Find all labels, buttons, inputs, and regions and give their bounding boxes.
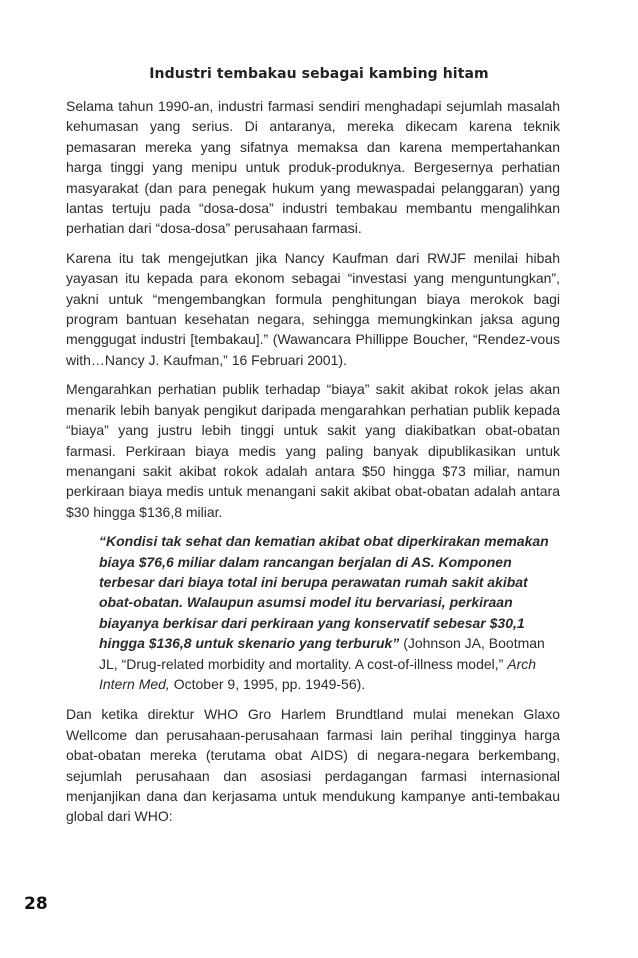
quote-journal: Arch Intern Med, [99, 655, 537, 692]
quote-emphasis: “Kondisi tak sehat dan kematian akibat obat diperkirakan memakan biaya $76,6 miliar dalam rancangan berjalan di AS. Komponen terbesar dari biaya total ini berupa perawatan rumah sakit akibat obat-obatan. Walaupun asumsi model itu bervariasi, perkiraan biayanya berkisar dari perkiraan yang konservatif sebesar $30,1 hingga $136,8 untuk skenario yang terburuk” [99, 533, 549, 652]
paragraph-4: Dan ketika direktur WHO Gro Harlem Brundtland mulai menekan Glaxo Wellcome dan perusahaan-perusahaan farmasi lain perihal tingginya harga obat-obatan mereka (terutama obat AIDS) di negara-negara berkembang, sejumlah perusahaan dan asosiasi perdagangan farmasi internasional menjanjikan dana dan kerjasama untuk mendukung kampanye anti-tembakau global dari WHO: [66, 706, 560, 825]
body-text [66, 96, 560, 836]
page-number: 28 [24, 894, 48, 914]
quote-citation-end: October 9, 1995, pp. 1949-56). [169, 675, 366, 692]
paragraph-3: Mengarahkan perhatian publik terhadap “biaya” sakit akibat rokok jelas akan menarik lebih banyak pengikut daripada mengarahkan perhatian publik kepada “biaya” yang justru lebih tinggi untuk sakit yang diakibatkan obat-obatan farmasi. Perkiraan biaya medis yang paling banyak dipublikasikan untuk menangani sakit akibat rokok adalah antara $50 hingga $73 miliar, namun perkiraan biaya medis untuk menangani sakit akibat obat-obatan adalah antara $30 hingga $136,8 miliar. [66, 381, 560, 520]
section-heading: Industri tembakau sebagai kambing hitam [149, 66, 489, 82]
paragraph-1: Selama tahun 1990-an, industri farmasi sendiri menghadapi sejumlah masalah kehumasan yang serius. Di antaranya, mereka dikecam karena teknik pemasaran mereka yang sifatnya memaksa dan karena mempertahankan harga tinggi yang menipu untuk produk-produknya. Bergesernya perhatian masyarakat (dan para penegak hukum yang mewaspadai pelanggaran) yang lantas tertuju pada “dosa-dosa” industri tembakau membantu mengalihkan perhatian dari “dosa-dosa” perusahaan farmasi. [66, 98, 560, 237]
paragraph-2: Karena itu tak mengejutkan jika Nancy Kaufman dari RWJF menilai hibah yayasan itu kepada para ekonom sebagai “investasi yang menguntungkan”, yakni untuk “mengembangkan formula penghitungan biaya merokok bagi program bantuan kesehatan negara, sehingga memungkinkan jaksa agung menggugat industri [tembakau].” (Wawancara Phillippe Boucher, “Rendez-vous with…Nancy J. Kaufman,” 16 Februari 2001). [66, 249, 560, 368]
block-quote [99, 531, 550, 694]
quote-citation-start: (Johnson JA, Bootman JL, “Drug-related morbidity and mortality. A cost-of-illness model,” [99, 635, 545, 672]
